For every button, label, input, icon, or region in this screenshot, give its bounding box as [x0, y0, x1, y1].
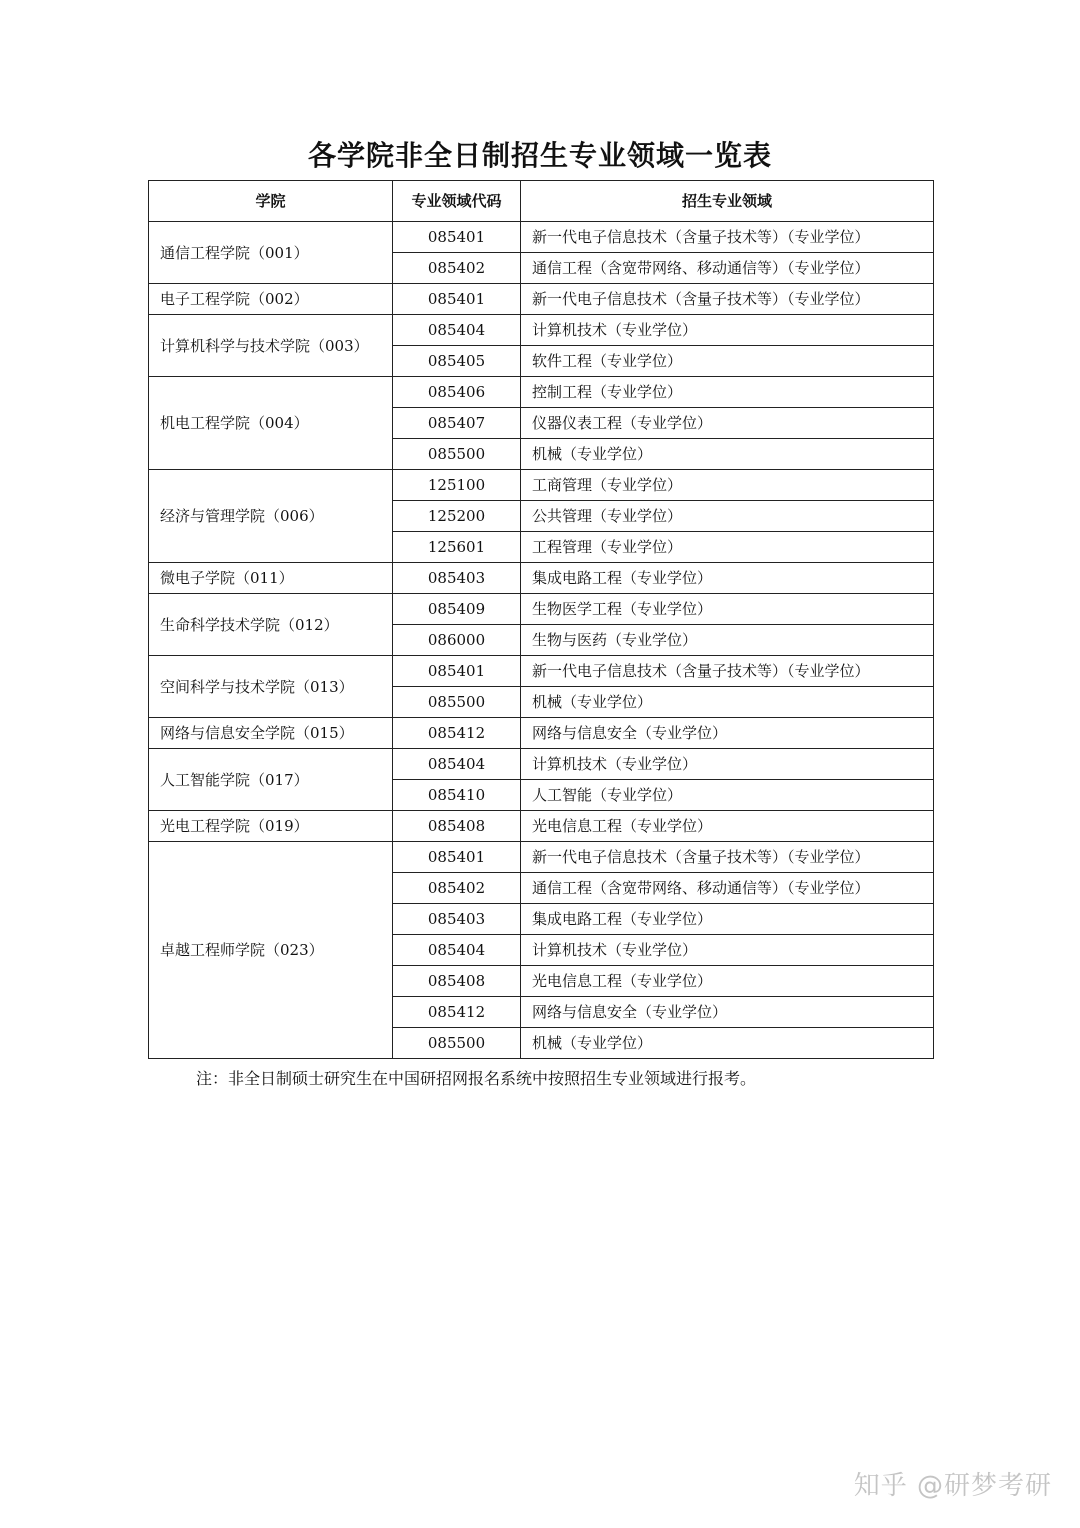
college-cell: 微电子学院（011） [149, 563, 393, 594]
field-cell: 人工智能（专业学位） [521, 780, 934, 811]
table-header-row [149, 181, 934, 222]
table-row [149, 656, 934, 687]
field-cell: 计算机技术（专业学位） [521, 935, 934, 966]
code-cell: 085500 [393, 687, 521, 718]
field-cell: 工商管理（专业学位） [521, 470, 934, 501]
college-cell: 卓越工程师学院（023） [149, 842, 393, 1059]
table-row [149, 470, 934, 501]
code-cell: 085405 [393, 346, 521, 377]
code-cell: 085404 [393, 749, 521, 780]
table-row [149, 749, 934, 780]
field-cell: 公共管理（专业学位） [521, 501, 934, 532]
page-title: 各学院非全日制招生专业领域一览表 [307, 139, 772, 172]
code-cell: 085408 [393, 811, 521, 842]
field-cell: 网络与信息安全（专业学位） [521, 718, 934, 749]
field-cell: 集成电路工程（专业学位） [521, 563, 934, 594]
college-cell: 计算机科学与技术学院（003） [149, 315, 393, 377]
college-cell: 经济与管理学院（006） [149, 470, 393, 563]
code-cell: 085403 [393, 904, 521, 935]
code-cell: 085412 [393, 718, 521, 749]
table-row [149, 222, 934, 253]
field-cell: 光电信息工程（专业学位） [521, 966, 934, 997]
code-cell: 085404 [393, 935, 521, 966]
table-row [149, 811, 934, 842]
header-code: 专业领域代码 [393, 181, 521, 222]
header-college: 学院 [149, 181, 393, 222]
table-body [149, 222, 934, 1059]
field-cell: 仪器仪表工程（专业学位） [521, 408, 934, 439]
code-cell: 125601 [393, 532, 521, 563]
college-cell: 机电工程学院（004） [149, 377, 393, 470]
field-cell: 新一代电子信息技术（含量子技术等）（专业学位） [521, 284, 934, 315]
college-cell: 电子工程学院（002） [149, 284, 393, 315]
college-cell: 人工智能学院（017） [149, 749, 393, 811]
code-cell: 085412 [393, 997, 521, 1028]
field-cell: 通信工程（含宽带网络、移动通信等）（专业学位） [521, 253, 934, 284]
field-cell: 机械（专业学位） [521, 687, 934, 718]
watermark: 知乎 @研梦考研 [853, 1471, 1052, 1501]
field-cell: 网络与信息安全（专业学位） [521, 997, 934, 1028]
code-cell: 085407 [393, 408, 521, 439]
code-cell: 085404 [393, 315, 521, 346]
code-cell: 085402 [393, 253, 521, 284]
header-field: 招生专业领域 [521, 181, 934, 222]
code-cell: 085403 [393, 563, 521, 594]
code-cell: 085406 [393, 377, 521, 408]
code-cell: 085410 [393, 780, 521, 811]
field-cell: 新一代电子信息技术（含量子技术等）（专业学位） [521, 656, 934, 687]
college-cell: 空间科学与技术学院（013） [149, 656, 393, 718]
field-cell: 新一代电子信息技术（含量子技术等）（专业学位） [521, 842, 934, 873]
field-cell: 通信工程（含宽带网络、移动通信等）（专业学位） [521, 873, 934, 904]
table-row [149, 315, 934, 346]
table-row [149, 284, 934, 315]
code-cell: 125200 [393, 501, 521, 532]
field-cell: 光电信息工程（专业学位） [521, 811, 934, 842]
field-cell: 计算机技术（专业学位） [521, 315, 934, 346]
field-cell: 控制工程（专业学位） [521, 377, 934, 408]
field-cell: 生物医学工程（专业学位） [521, 594, 934, 625]
field-cell: 计算机技术（专业学位） [521, 749, 934, 780]
code-cell: 085408 [393, 966, 521, 997]
code-cell: 085500 [393, 1028, 521, 1059]
footnote: 注：非全日制硕士研究生在中国研招网报名系统中按照招生专业领域进行报考。 [196, 1069, 757, 1088]
table-row [149, 563, 934, 594]
college-cell: 通信工程学院（001） [149, 222, 393, 284]
code-cell: 125100 [393, 470, 521, 501]
code-cell: 085401 [393, 222, 521, 253]
code-cell: 085401 [393, 842, 521, 873]
college-cell: 生命科学技术学院（012） [149, 594, 393, 656]
college-cell: 光电工程学院（019） [149, 811, 393, 842]
majors-table [148, 180, 934, 1059]
college-cell: 网络与信息安全学院（015） [149, 718, 393, 749]
table-row [149, 842, 934, 873]
field-cell: 机械（专业学位） [521, 1028, 934, 1059]
field-cell: 工程管理（专业学位） [521, 532, 934, 563]
field-cell: 新一代电子信息技术（含量子技术等）（专业学位） [521, 222, 934, 253]
field-cell: 集成电路工程（专业学位） [521, 904, 934, 935]
code-cell: 085500 [393, 439, 521, 470]
code-cell: 085401 [393, 656, 521, 687]
code-cell: 085401 [393, 284, 521, 315]
table-row [149, 718, 934, 749]
table-row [149, 594, 934, 625]
table-row [149, 377, 934, 408]
code-cell: 085409 [393, 594, 521, 625]
code-cell: 086000 [393, 625, 521, 656]
field-cell: 机械（专业学位） [521, 439, 934, 470]
field-cell: 生物与医药（专业学位） [521, 625, 934, 656]
field-cell: 软件工程（专业学位） [521, 346, 934, 377]
code-cell: 085402 [393, 873, 521, 904]
